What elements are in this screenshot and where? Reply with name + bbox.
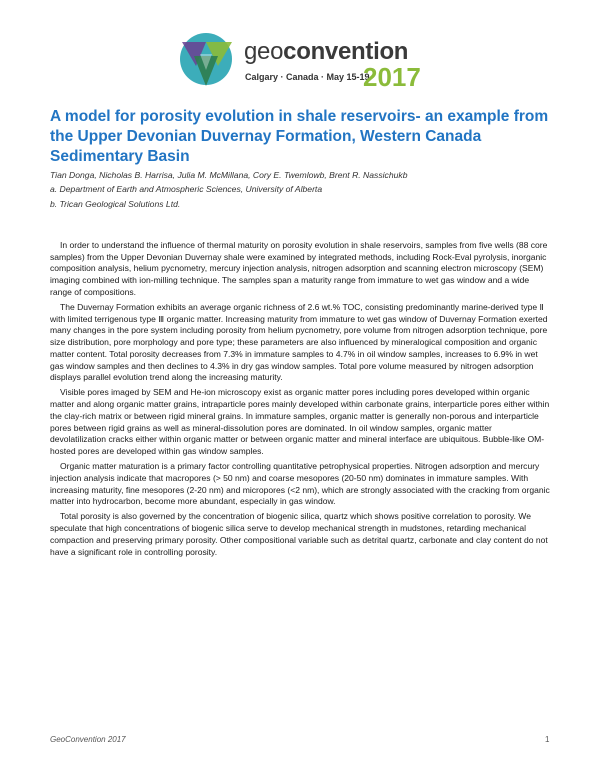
paper-title: A model for porosity evolution in shale reservoirs- an example from the Upper Devonian Duvernay Formation, Western Canada Sedimentary Basin (50, 108, 549, 165)
page-number: 1 (545, 735, 550, 744)
affiliation-a: a. Department of Earth and Atmospheric Sciences, University of Alberta (50, 183, 323, 194)
paragraph-1: In order to understand the influence of thermal maturity on porosity evolution in shale reservoirs, samples from five wells (88 core samples) from the Upper Devonian Duvernay shale were examined by integrated methods, including Rock-Eval pyrolysis, inorganic composition analysis, helium pycnometry, mercury injection analysis, nitrogen adsorption and scanning electron microscopy (SEM) imaging combined with ion-milling technique. The samples span a maturity range from immature to wet gas window and a wide range of compositions. (50, 240, 548, 297)
geoconvention-leaf-logo (178, 32, 238, 88)
paragraph-4: Organic matter maturation is a primary factor controlling quantitative petrophysical properties. Nitrogen adsorption and mercury injection analysis indicate that macropores (> 50 nm) and coarse mesopores (20-50 nm) dominates in immature samples. With increasing maturity, fine mesopores (2-20 nm) and micropores (<2 nm), which are strongly associated with the cracking from organic matter into hydrocarbon, become more abundant, especially in gas window. (50, 461, 550, 507)
authors: Tian Donga, Nicholas B. Harrisa, Julia M. McMillana, Cory E. Twemlowb, Brent R. Nassichukb (50, 170, 408, 180)
author-block (50, 169, 550, 212)
affiliation-b: b. Trican Geological Solutions Ltd. (50, 199, 181, 209)
conference-year: 2017 (363, 62, 421, 92)
paragraph-5: Total porosity is also governed by the concentration of biogenic silica, quartz which shows positive correlation to porosity. We speculate that high concentrations of biogenic silica serve to develop mechanical strength in mudstones, retarding mechanical compaction and preserving primary porosity. Other compositional variable such as detrital quartz, carbonate and clay content do not have a significant role in controlling porosity. (50, 511, 548, 557)
footer-conference: GeoConvention 2017 (50, 735, 126, 744)
conference-header (178, 28, 438, 98)
brand-suffix: convention (283, 38, 409, 65)
conference-location-dates: Calgary · Canada · May 15-19 (245, 72, 370, 82)
paragraph-2: The Duvernay Formation exhibits an average organic richness of 2.6 wt.% TOC, consisting predominantly marine-derived type Ⅱ with limited terrigenous type Ⅲ organic matter. Increasing maturity from immature to wet gas window of Duvernay Formation exerted many changes in the pore system including porosity from helium pycnometry, pore volume from nitrogen adsorption technique, pore size distribution, pore morphology and pore type; these parameters are also influenced by mineralogical composition and organic matter content. Total porosity decreases from 7.3% in immature samples to 4.7% in oil window samples, increases to 6.9% in wet gas window samples and then declines to 4.3% in dry gas window samples. Total pore volume measured by nitrogen adsorption displays parallel evolution trend along the increasing maturity. (50, 302, 548, 383)
brand-prefix: geo (244, 38, 284, 65)
paragraph-3: Visible pores imaged by SEM and He-ion microscopy exist as organic matter pores including pores developed within organic matter and along organic matter grains, intraparticle pores mainly developed within carbonate grains, interparticle pores either within the clay-rich matrix or between rigid mineral grains. In immature samples, organic matter is generally non-porous and interparticle pores between rigid grains as well as mineral-dissolution pores are dominated. In oil window samples, organic matter devolatilization cracks either within organic matter or between organic matter and mineral interface are ubiquitous. Bubble-like OM-hosted pores are developed within gas window samples. (50, 387, 550, 456)
abstract-body (50, 240, 550, 562)
